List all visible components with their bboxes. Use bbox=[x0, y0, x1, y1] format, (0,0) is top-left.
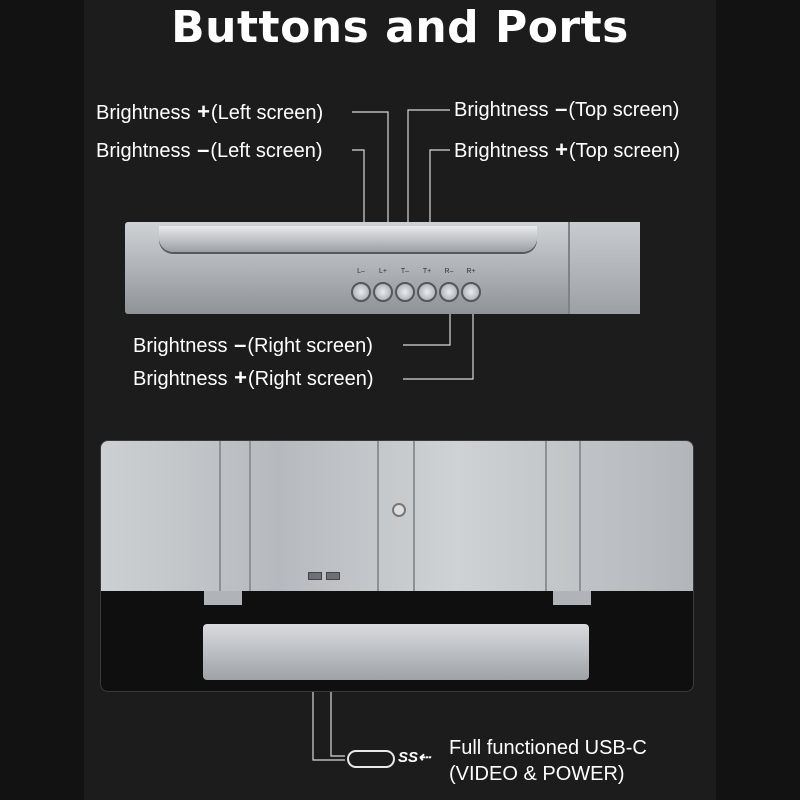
label-brightness-plus-top: Brightness +(Top screen) bbox=[454, 137, 681, 162]
rear-foot-right bbox=[553, 591, 591, 605]
device-handle bbox=[159, 226, 537, 252]
rear-foot-left bbox=[204, 591, 242, 605]
device-side-view bbox=[125, 222, 640, 314]
rear-knob bbox=[392, 503, 406, 517]
usb-c-label-line1: Full functioned USB-C bbox=[449, 737, 647, 759]
rear-seam-6 bbox=[579, 441, 581, 591]
brightness-minus-left-button[interactable] bbox=[351, 282, 371, 302]
usb-c-icon bbox=[347, 750, 395, 768]
rear-seam-4 bbox=[413, 441, 415, 591]
device-end-cap bbox=[568, 222, 640, 314]
label-brightness-minus-right: Brightness –(Right screen) bbox=[133, 332, 373, 357]
superspeed-icon: SS⇠ bbox=[398, 749, 431, 766]
brightness-plus-right-button[interactable] bbox=[461, 282, 481, 302]
brightness-minus-right-button[interactable] bbox=[439, 282, 459, 302]
button-label-t-plus: T+ bbox=[422, 268, 432, 275]
button-label-r-minus: R– bbox=[444, 268, 454, 275]
rear-seam-2 bbox=[249, 441, 251, 591]
usb-c-label-line2: (VIDEO & POWER) bbox=[449, 763, 625, 785]
button-label-r-plus: R+ bbox=[466, 268, 476, 275]
button-label-l-plus: L+ bbox=[379, 268, 387, 275]
brightness-minus-top-button[interactable] bbox=[395, 282, 415, 302]
usb-c-port-2[interactable] bbox=[326, 572, 340, 580]
rear-seam-3 bbox=[377, 441, 379, 591]
label-brightness-plus-left: Brightness +(Left screen) bbox=[96, 99, 324, 124]
button-label-t-minus: T– bbox=[400, 268, 410, 275]
brightness-plus-top-button[interactable] bbox=[417, 282, 437, 302]
label-brightness-minus-top: Brightness –(Top screen) bbox=[454, 96, 680, 121]
usb-c-port-1[interactable] bbox=[308, 572, 322, 580]
button-label-l-minus: L– bbox=[357, 268, 365, 275]
usb-c-label bbox=[449, 735, 647, 787]
page-title: Buttons and Ports bbox=[171, 2, 629, 53]
device-rear-view bbox=[100, 440, 694, 692]
label-brightness-plus-right: Brightness +(Right screen) bbox=[133, 365, 374, 390]
rear-seam-5 bbox=[545, 441, 547, 591]
label-brightness-minus-left: Brightness –(Left screen) bbox=[96, 137, 323, 162]
brightness-plus-left-button[interactable] bbox=[373, 282, 393, 302]
rear-dock-slot bbox=[203, 624, 589, 680]
rear-seam-1 bbox=[219, 441, 221, 591]
